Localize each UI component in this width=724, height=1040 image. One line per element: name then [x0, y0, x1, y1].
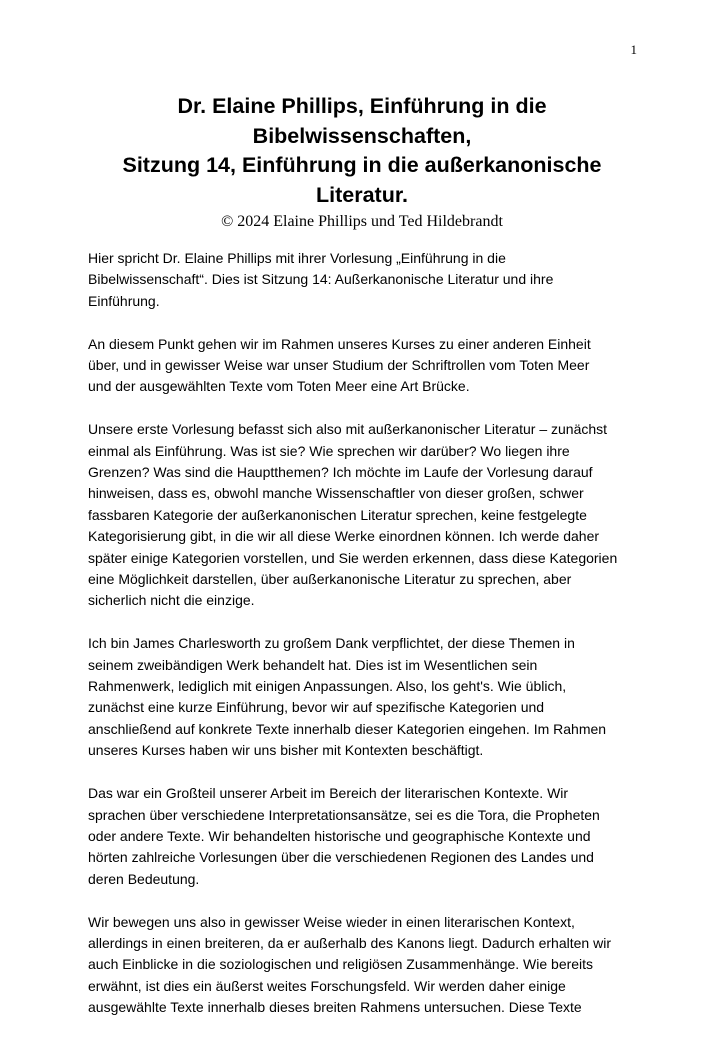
title-line: Literatur.: [316, 182, 408, 207]
title-line: Dr. Elaine Phillips, Einführung in die: [177, 94, 547, 118]
text-line: deren Bedeutung.: [88, 870, 200, 887]
paragraph: [88, 912, 648, 1019]
body-text: [88, 248, 648, 1040]
text-line: später einige Kategorien vorstellen, und Sie werden erkennen, dass diese Kategorien: [88, 549, 618, 566]
text-line: Hier spricht Dr. Elaine Phillips mit ihrer Vorlesung „Einführung in die: [88, 250, 506, 266]
text-line: sprachen über verschiedene Interpretationsansätze, sei es die Tora, die Propheten: [88, 806, 600, 823]
text-line: Bibelwissenschaft“. Dies ist Sitzung 14: Außerkanonische Literatur und ihre: [88, 271, 554, 288]
text-line: einmal als Einführung. Was ist sie? Wie sprechen wir darüber? Wo liegen ihre: [88, 442, 570, 459]
text-line: ausgewählte Texte innerhalb dieses breiten Rahmens untersuchen. Diese Texte: [88, 999, 582, 1016]
page-number: 1: [630, 42, 637, 57]
text-line: hörten zahlreiche Vorlesungen über die verschiedenen Regionen des Landes und: [88, 849, 594, 866]
text-line: Grenzen? Was sind die Hauptthemen? Ich möchte im Laufe der Vorlesung darauf: [88, 464, 593, 481]
text-line: hinweisen, dass es, obwohl manche Wissenschaftler von dieser großen, schwer: [88, 485, 584, 502]
text-line: An diesem Punkt gehen wir im Rahmen unseres Kurses zu einer anderen Einheit: [88, 335, 591, 352]
text-line: zunächst eine kurze Einführung, bevor wir auf spezifische Kategorien und: [88, 699, 545, 716]
copyright-line: © 2024 Elaine Phillips und Ted Hildebrandt: [221, 213, 503, 230]
title-line: Bibelwissenschaften,: [252, 123, 472, 148]
text-line: fassbaren Kategorie der außerkanonischen Literatur sprechen, keine festgelegte: [88, 506, 587, 523]
text-line: Wir bewegen uns also in gewisser Weise wieder in einen literarischen Kontext,: [88, 913, 575, 930]
title-block: [80, 92, 644, 232]
paragraph: [88, 334, 648, 398]
text-line: Kategorisierung gibt, in die wir all diese Werke einordnen können. Ich werde daher: [88, 528, 600, 545]
text-line: erwähnt, ist dies ein äußerst weites Forschungsfeld. Wir werden daher einige: [88, 977, 566, 994]
text-line: Unsere erste Vorlesung befasst sich also mit außerkanonischer Literatur – zunächst: [88, 421, 608, 438]
text-line: unseres Kurses haben wir uns bisher mit Kontexten beschäftigt.: [88, 742, 484, 759]
text-line: seinem zweibändigen Werk behandelt hat. Dies ist im Wesentlichen sein: [88, 656, 538, 673]
text-line: oder andere Texte. Wir behandelten historische und geographische Kontexte und: [88, 827, 591, 844]
title-line: Sitzung 14, Einführung in die außerkanonische: [122, 153, 602, 177]
text-line: eine Möglichkeit darstellen, über außerkanonische Literatur zu sprechen, aber: [88, 571, 572, 588]
text-line: Einführung.: [88, 292, 160, 309]
paragraph: [88, 419, 648, 612]
paragraph: [88, 633, 648, 761]
text-line: allerdings in einen breiteren, da er außerhalb des Kanons liegt. Dadurch erhalten wir: [88, 934, 611, 951]
text-line: Ich bin James Charlesworth zu großem Dank verpflichtet, der diese Themen in: [88, 635, 575, 652]
text-line: sicherlich nicht die einzige.: [88, 592, 255, 609]
paragraph: [88, 783, 648, 890]
text-line: Das war ein Großteil unserer Arbeit im Bereich der literarischen Kontexte. Wir: [88, 785, 569, 802]
paragraph: [88, 248, 648, 312]
text-line: Rahmenwerk, lediglich mit einigen Anpassungen. Also, los geht's. Wie üblich,: [88, 678, 567, 695]
text-line: über, und in gewisser Weise war unser Studium der Schriftrollen vom Toten Meer: [88, 357, 590, 374]
text-line: auch Einblicke in die soziologischen und religiösen Zusammenhänge. Wie bereits: [88, 956, 594, 973]
text-line: und der ausgewählten Texte vom Toten Meer eine Art Brücke.: [88, 378, 470, 395]
text-line: anschließend auf konkrete Texte innerhalb dieser Kategorien eingehen. Im Rahmen: [88, 720, 607, 737]
